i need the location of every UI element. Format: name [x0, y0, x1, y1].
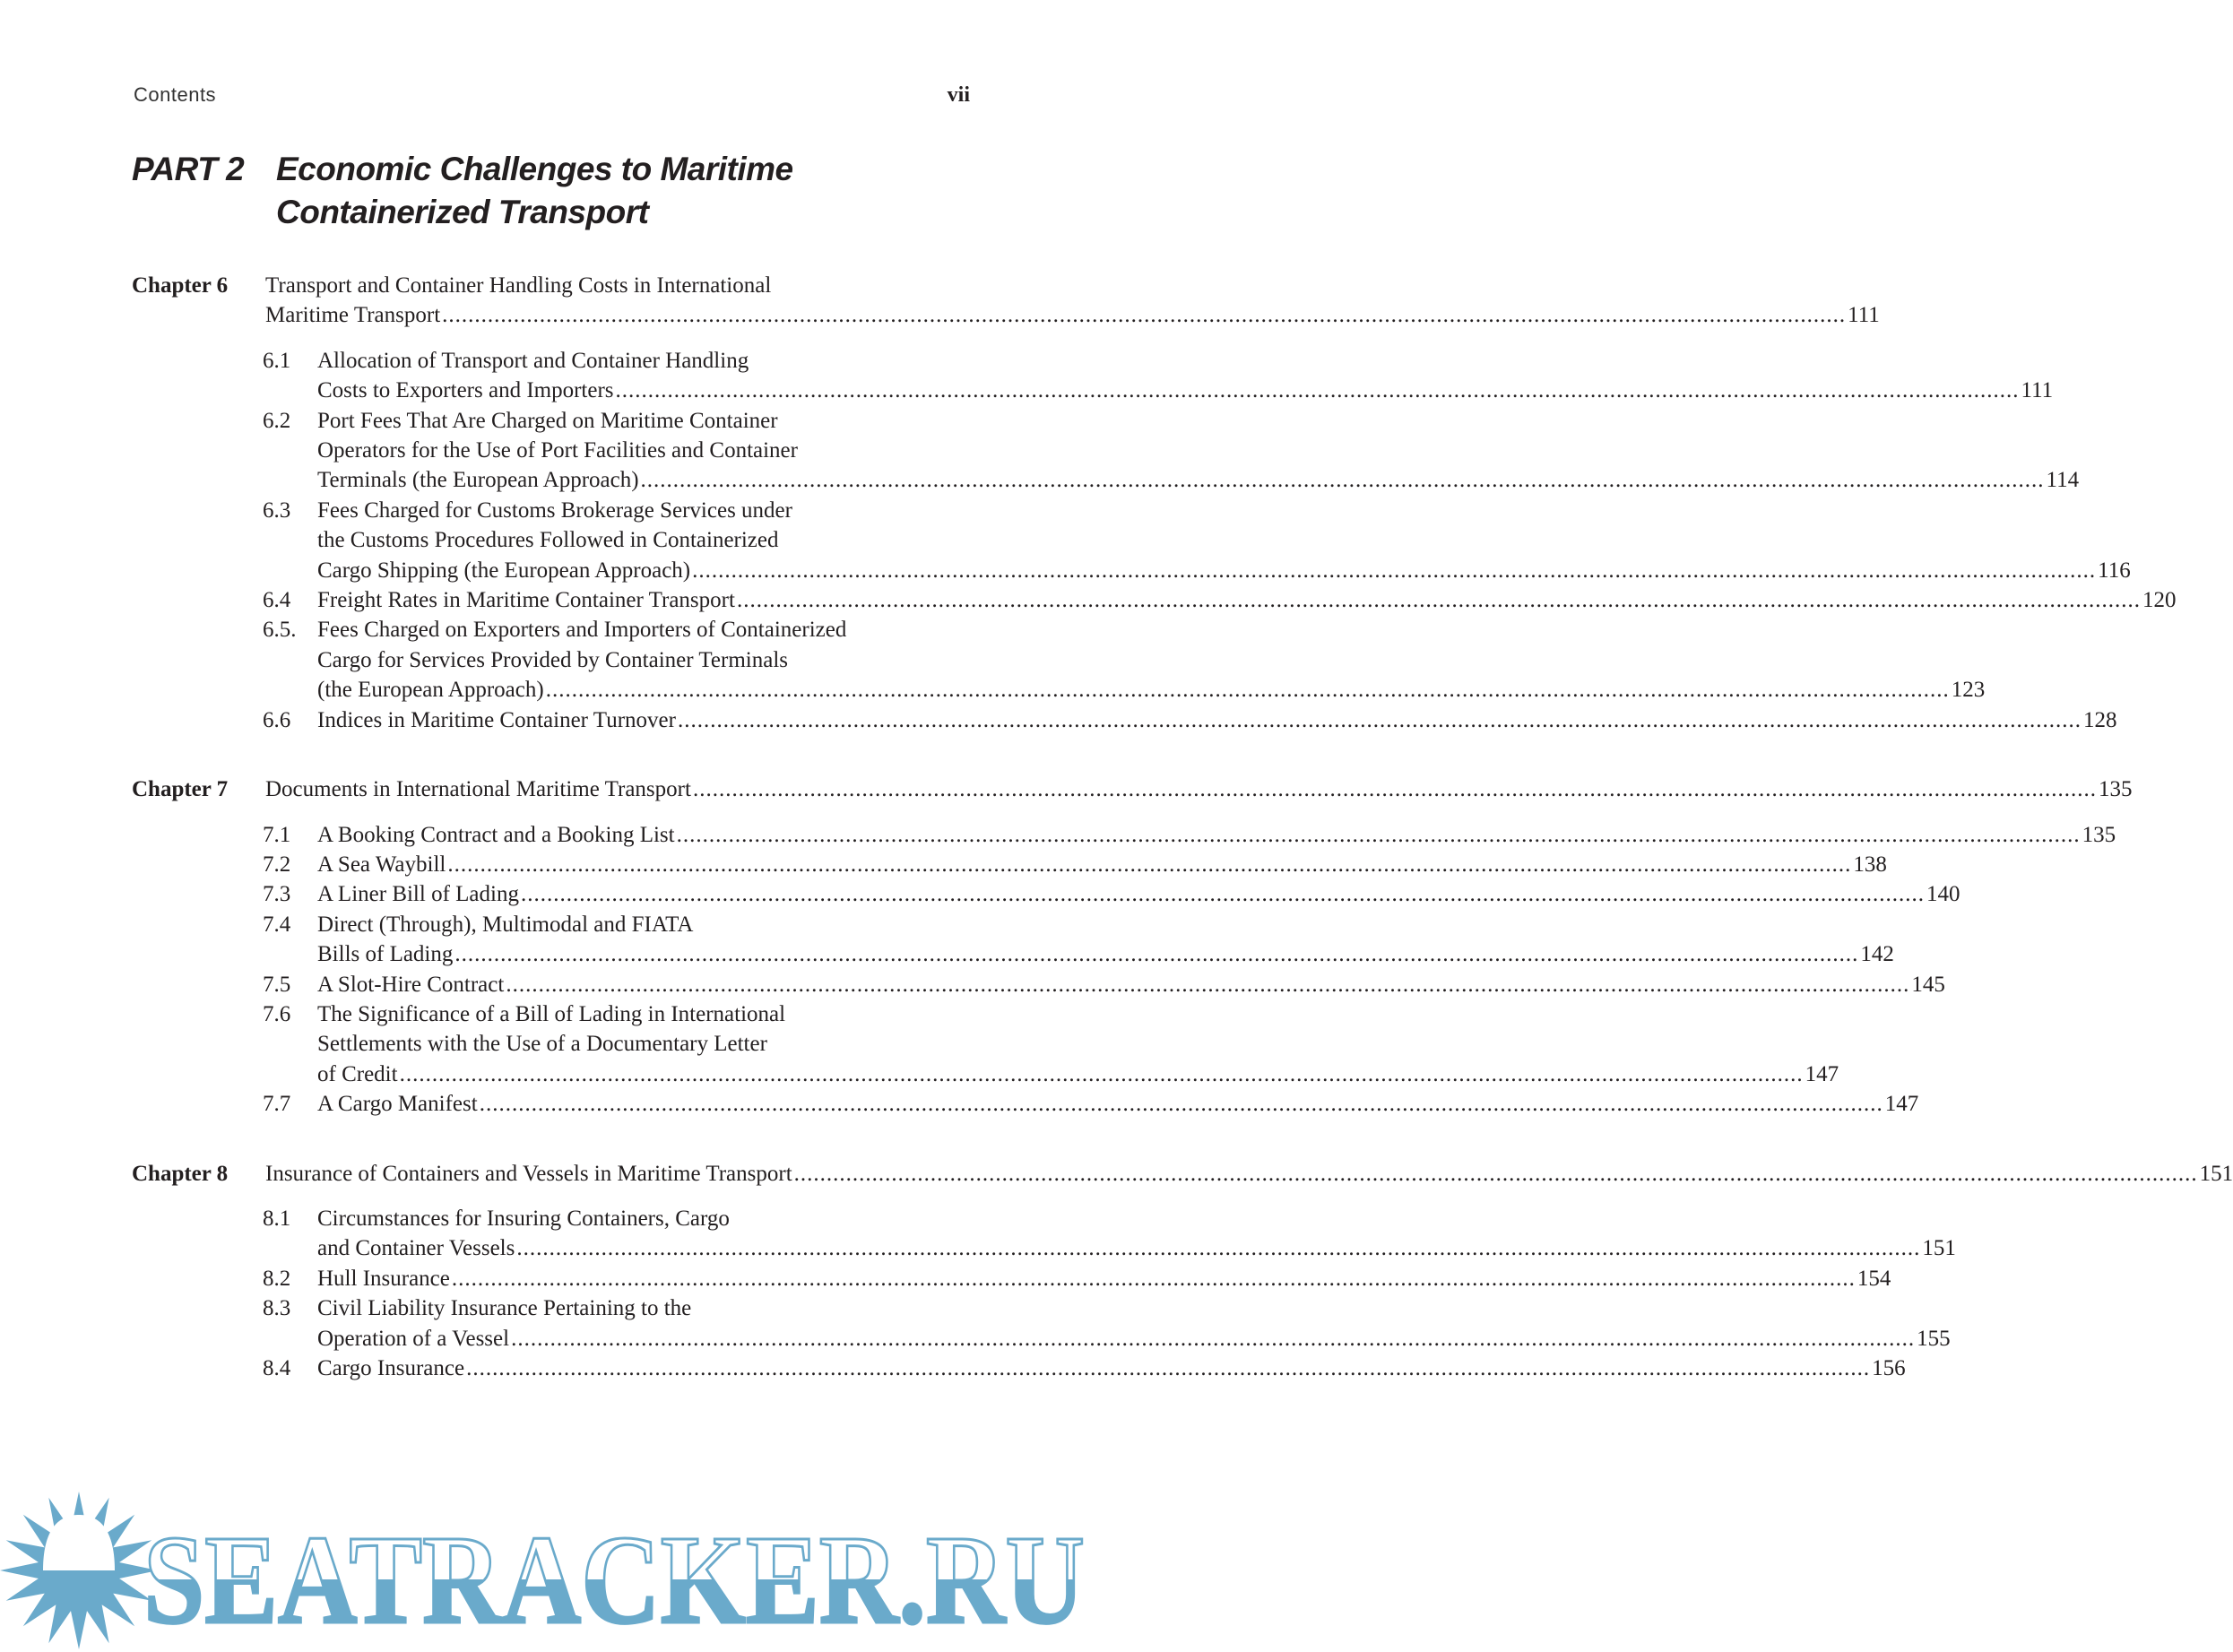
page-number-link[interactable]: 111: [2021, 378, 2054, 403]
leader-dots: [442, 300, 1846, 330]
part-title-line: Containerized Transport: [276, 194, 649, 230]
entry-line: [317, 346, 970, 376]
toc-section-link[interactable]: [263, 1293, 1951, 1354]
section-title: [317, 910, 1894, 970]
entry-line: [265, 774, 2133, 804]
page-number-link[interactable]: 111: [1848, 303, 1880, 328]
page-number: vii: [947, 83, 970, 107]
entry-text: Bills of Lading: [317, 942, 454, 967]
leader-dots: [678, 705, 2082, 735]
entry-line: [317, 585, 2177, 615]
page-number-link[interactable]: 120: [2142, 588, 2177, 613]
entry-line: [317, 705, 2117, 735]
entry-line: [317, 465, 2080, 495]
toc-chapter: [132, 1159, 2233, 1384]
chapter-label: Chapter 7: [132, 777, 229, 802]
page-number-link[interactable]: 147: [1805, 1061, 1839, 1086]
toc-section-link[interactable]: [263, 970, 1945, 999]
section-number: 8.3: [263, 1296, 291, 1321]
entry-line: [317, 1293, 970, 1323]
section-title: [317, 1354, 1906, 1383]
section-title: [317, 1204, 1956, 1264]
entry-text: of Credit: [317, 1061, 398, 1086]
entry-line: [317, 970, 1945, 999]
entry-line: [317, 1264, 1891, 1293]
entry-line: [317, 820, 2116, 850]
entry-text: Costs to Exporters and Importers: [317, 378, 614, 403]
section-number: 7.3: [263, 882, 291, 907]
entry-text: A Slot-Hire Contract: [317, 972, 505, 997]
toc-section-link[interactable]: [263, 999, 1839, 1089]
leader-dots: [400, 1060, 1804, 1089]
section-number: 8.2: [263, 1266, 291, 1291]
leader-dots: [546, 675, 1950, 705]
section-number: 6.3: [263, 497, 291, 523]
entry-line: [317, 1324, 1951, 1354]
entry-text: and Container Vessels: [317, 1236, 515, 1261]
toc-section-link[interactable]: [263, 910, 1894, 970]
table-of-contents: [132, 271, 2233, 1423]
toc-section-link[interactable]: [263, 585, 2177, 615]
entry-text: The Significance of a Bill of Lading in International: [317, 1001, 786, 1026]
leader-dots: [641, 465, 2045, 495]
entry-line: [317, 939, 1894, 969]
section-title: [317, 346, 2054, 406]
leader-dots: [616, 376, 2020, 405]
entry-line: [265, 271, 970, 300]
part-label: PART 2: [132, 151, 245, 187]
entry-text: Fees Charged for Customs Brokerage Services under: [317, 497, 792, 523]
chapter-title-link[interactable]: [265, 271, 1880, 331]
section-number: 6.5.: [263, 618, 297, 643]
section-number: 6.2: [263, 408, 291, 433]
entry-line: [317, 406, 970, 436]
page-number-link[interactable]: 156: [1872, 1356, 1906, 1380]
section-number: 7.6: [263, 1001, 291, 1026]
section-title: [317, 850, 1887, 879]
page-number-link[interactable]: 135: [2082, 822, 2116, 847]
page-number-link[interactable]: 151: [1922, 1236, 1956, 1261]
toc-section-link[interactable]: [263, 820, 2116, 850]
section-number: 6.6: [263, 707, 291, 732]
leader-dots: [677, 820, 2081, 850]
sun-icon: [0, 1492, 158, 1649]
leader-dots: [737, 585, 2141, 615]
entry-text: Cargo for Services Provided by Container Terminals: [317, 647, 788, 672]
section-number: 7.4: [263, 912, 291, 937]
toc-section-link[interactable]: [263, 1264, 1891, 1293]
page-number-link[interactable]: 145: [1911, 972, 1945, 997]
entry-text: Transport and Container Handling Costs in International: [265, 273, 772, 298]
leader-dots: [794, 1159, 2198, 1189]
entry-line: [317, 999, 970, 1029]
entry-line: [317, 910, 970, 939]
entry-line: [317, 1233, 1956, 1263]
entry-text: Indices in Maritime Container Turnover: [317, 707, 676, 732]
leader-dots: [506, 970, 1909, 999]
page-number-link[interactable]: 154: [1857, 1266, 1891, 1291]
entry-text: Documents in International Maritime Transport: [265, 777, 691, 802]
section-title: [317, 1293, 1951, 1354]
entry-line: [265, 1159, 2233, 1189]
entry-text: Terminals (the European Approach): [317, 468, 639, 493]
entry-line: [317, 675, 1986, 705]
section-number: 7.7: [263, 1092, 291, 1117]
section-title: [317, 879, 1960, 909]
part-title: [276, 148, 793, 234]
toc-section-link[interactable]: [263, 850, 1887, 879]
section-number: 6.4: [263, 588, 291, 613]
entry-text: the Customs Procedures Followed in Containerized: [317, 528, 779, 553]
section-number: 7.5: [263, 972, 291, 997]
entry-text: (the European Approach): [317, 678, 544, 703]
entry-line: [317, 615, 970, 644]
toc-section-link[interactable]: [263, 1354, 1906, 1383]
toc-section-link[interactable]: [263, 1089, 1919, 1119]
chapter-label: Chapter 6: [132, 273, 229, 298]
entry-text: Hull Insurance: [317, 1266, 450, 1291]
watermark-text: SEATRACKER.RU: [143, 1509, 1085, 1650]
section-title: [317, 615, 1986, 705]
leader-dots: [693, 774, 2097, 804]
entry-line: [317, 1029, 970, 1059]
entry-text: Civil Liability Insurance Pertaining to the: [317, 1296, 692, 1321]
page-number-link[interactable]: 114: [2046, 468, 2080, 493]
entry-line: [317, 525, 970, 555]
page-number-link[interactable]: 123: [1951, 678, 1986, 703]
entry-text: Direct (Through), Multimodal and FIATA: [317, 912, 694, 937]
section-number: 6.1: [263, 348, 291, 373]
entry-text: Cargo Insurance: [317, 1356, 465, 1380]
entry-text: Allocation of Transport and Container Handling: [317, 348, 749, 373]
toc-section-link[interactable]: [263, 879, 1960, 909]
section-number: 8.4: [263, 1356, 291, 1380]
entry-text: Insurance of Containers and Vessels in Maritime Transport: [265, 1161, 792, 1186]
entry-text: Fees Charged on Exporters and Importers of Containerized: [317, 618, 847, 643]
leader-dots: [454, 939, 1858, 969]
section-number: 7.1: [263, 822, 291, 847]
entry-line: [317, 879, 1960, 909]
entry-line: [317, 1089, 1919, 1119]
chapter-label: Chapter 8: [132, 1161, 229, 1186]
section-number: 7.2: [263, 852, 291, 877]
toc-section-link[interactable]: [263, 496, 2131, 585]
page-number-link[interactable]: 142: [1860, 942, 1894, 967]
leader-dots: [692, 556, 2096, 585]
section-title: [317, 820, 2116, 850]
entry-line: [317, 436, 970, 465]
part-title-line: Economic Challenges to Maritime: [276, 151, 793, 187]
toc-section-link[interactable]: [263, 615, 1986, 705]
toc-chapter: [132, 774, 2133, 1119]
entry-text: A Booking Contract and a Booking List: [317, 822, 675, 847]
leader-dots: [511, 1324, 1915, 1354]
page-number-link[interactable]: 116: [2098, 558, 2131, 583]
section-title: [317, 1089, 1919, 1119]
page-number-link[interactable]: 128: [2082, 707, 2117, 732]
entry-line: [317, 1204, 970, 1233]
page-number-link[interactable]: 151: [2199, 1161, 2233, 1186]
section-title: [317, 406, 2080, 496]
leader-dots: [480, 1089, 1883, 1119]
toc-section-link[interactable]: [263, 1204, 1956, 1264]
running-head: Contents: [134, 83, 217, 106]
page-number-link[interactable]: 140: [1926, 882, 1960, 907]
entry-text: Settlements with the Use of a Documentary Letter: [317, 1032, 767, 1057]
page-number-link[interactable]: 138: [1853, 852, 1887, 877]
page-number-link[interactable]: 135: [2098, 777, 2133, 802]
entry-text: Freight Rates in Maritime Container Transport: [317, 588, 735, 613]
leader-dots: [447, 850, 1851, 879]
entry-line: [317, 376, 2054, 405]
seatracker-watermark-logo: [0, 1488, 1102, 1652]
leader-dots: [516, 1233, 1920, 1263]
entry-line: [317, 645, 970, 675]
entry-line: [317, 850, 1887, 879]
section-title: [317, 970, 1945, 999]
section-title: [317, 999, 1839, 1089]
page-number-link[interactable]: 147: [1884, 1092, 1919, 1117]
toc-section-link[interactable]: [263, 406, 2080, 496]
entry-text: Maritime Transport: [265, 303, 441, 328]
entry-text: Port Fees That Are Charged on Maritime Container: [317, 408, 778, 433]
entry-text: Operators for the Use of Port Facilities and Container: [317, 438, 798, 463]
entry-text: A Cargo Manifest: [317, 1092, 478, 1117]
chapter-title-link[interactable]: [265, 1159, 2233, 1189]
entry-line: [317, 1354, 1906, 1383]
section-number: 8.1: [263, 1206, 291, 1231]
entry-line: [317, 496, 970, 525]
leader-dots: [466, 1354, 1870, 1383]
toc-section-link[interactable]: [263, 346, 2054, 406]
leader-dots: [521, 879, 1925, 909]
leader-dots: [452, 1264, 1856, 1293]
entry-text: Operation of a Vessel: [317, 1326, 510, 1351]
section-title: [317, 585, 2177, 615]
entry-text: A Sea Waybill: [317, 852, 446, 877]
entry-line: [317, 556, 2131, 585]
entry-text: Circumstances for Insuring Containers, Cargo: [317, 1206, 730, 1231]
entry-text: A Liner Bill of Lading: [317, 882, 519, 907]
entry-line: [317, 1060, 1839, 1089]
section-title: [317, 1264, 1891, 1293]
section-title: [317, 496, 2131, 585]
chapter-title-link[interactable]: [265, 774, 2133, 804]
toc-section-link[interactable]: [263, 705, 2117, 735]
toc-chapter: [132, 271, 2177, 735]
section-title: [317, 705, 2117, 735]
page-number-link[interactable]: 155: [1917, 1326, 1951, 1351]
entry-line: [265, 300, 1880, 330]
entry-text: Cargo Shipping (the European Approach): [317, 558, 691, 583]
